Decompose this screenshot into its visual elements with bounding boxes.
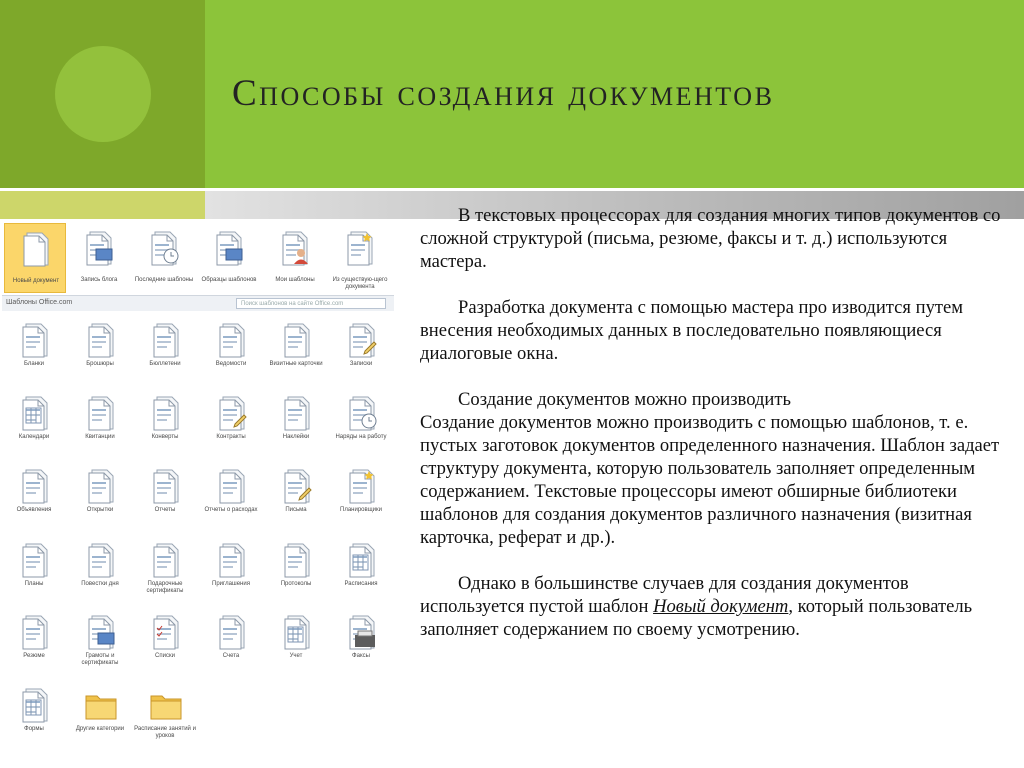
blank-document-icon xyxy=(19,230,53,268)
template-search-input[interactable]: Поиск шаблонов на сайте Office.com xyxy=(236,298,386,309)
template-category-label: Расписания xyxy=(344,581,378,587)
newsletters-icon xyxy=(149,321,183,359)
faxes-icon xyxy=(345,613,379,651)
agendas-icon xyxy=(84,541,118,579)
memos-icon xyxy=(345,321,379,359)
template-category-label: Открытки xyxy=(86,507,114,513)
section-label: Шаблоны Office.com xyxy=(6,299,73,306)
template-source-label: Образцы шаблонов xyxy=(201,277,257,283)
template-category-tile[interactable] xyxy=(264,390,328,462)
work-orders-icon xyxy=(345,394,379,432)
template-category-tile[interactable] xyxy=(199,390,263,462)
template-category-label: Отчеты xyxy=(154,507,176,513)
template-category-tile[interactable] xyxy=(329,463,393,535)
template-category-label: Подарочные сертификаты xyxy=(146,581,184,594)
template-category-tile[interactable] xyxy=(199,537,263,609)
template-category-label: Резюме xyxy=(23,653,45,659)
business-cards-icon xyxy=(280,321,314,359)
template-category-tile[interactable] xyxy=(2,317,66,389)
paragraph-templates-line1: Создание документов можно производить xyxy=(458,389,791,410)
blank-template-text: Однако в большинстве случаев для создания документов используется пустой шаблон xyxy=(420,573,909,617)
template-category-label: Учет xyxy=(289,653,303,659)
template-category-tile[interactable] xyxy=(68,390,132,462)
template-source-label: Последние шаблоны xyxy=(134,277,194,283)
template-category-label: Протоколы xyxy=(280,581,312,587)
template-category-label: Календари xyxy=(18,434,50,440)
envelopes-icon xyxy=(149,394,183,432)
template-category-tile[interactable] xyxy=(329,390,393,462)
form-grid-icon xyxy=(18,686,52,724)
plans-icon xyxy=(18,541,52,579)
template-category-label: Квитанции xyxy=(85,434,115,440)
template-category-tile[interactable] xyxy=(133,317,197,389)
template-category-tile[interactable] xyxy=(2,682,66,754)
template-category-tile[interactable] xyxy=(2,609,66,681)
certificates-icon xyxy=(84,613,118,651)
template-category-label: Конверты xyxy=(151,434,179,440)
template-category-tile[interactable] xyxy=(133,682,197,754)
template-category-label: Бюллетени xyxy=(149,361,181,367)
calendars-icon xyxy=(18,394,52,432)
template-category-label: Счета xyxy=(222,653,240,659)
decorative-circle xyxy=(55,46,151,142)
template-category-label: Записки xyxy=(349,361,373,367)
template-sources-row xyxy=(2,219,394,293)
template-category-tile[interactable] xyxy=(264,609,328,681)
template-category-label: Наклейки xyxy=(282,434,310,440)
template-category-label: Грамоты и сертификаты xyxy=(81,653,119,666)
labels-icon xyxy=(280,394,314,432)
template-category-label: Отчеты о расходах xyxy=(204,507,258,513)
template-source-tile[interactable] xyxy=(329,223,391,293)
subheader-accent xyxy=(0,191,205,219)
blank-template-text-end: , который пользователь заполняет содержанием по своему усмотрению. xyxy=(420,596,973,640)
schedules-icon xyxy=(345,541,379,579)
template-category-tile[interactable] xyxy=(329,317,393,389)
recent-templates-icon xyxy=(147,229,181,267)
my-templates-icon xyxy=(278,229,312,267)
template-category-tile[interactable] xyxy=(133,390,197,462)
reports-icon xyxy=(149,467,183,505)
template-category-tile[interactable] xyxy=(133,609,197,681)
expense-reports-icon xyxy=(215,467,249,505)
template-category-tile[interactable] xyxy=(2,537,66,609)
cards-icon xyxy=(84,467,118,505)
template-category-tile[interactable] xyxy=(68,682,132,754)
flyers-icon xyxy=(18,467,52,505)
folder-icon xyxy=(149,686,183,724)
template-source-label: Из существую-щего документа xyxy=(332,277,388,290)
invoices-icon xyxy=(215,613,249,651)
gift-certificates-icon xyxy=(149,541,183,579)
template-source-tile[interactable] xyxy=(264,223,326,293)
paragraph-templates xyxy=(420,388,1010,549)
sample-templates-icon xyxy=(212,229,246,267)
template-category-label: Планы xyxy=(24,581,44,587)
template-source-tile[interactable] xyxy=(68,223,130,293)
template-source-tile[interactable] xyxy=(133,223,195,293)
template-category-label: Расписание занятий и уроков xyxy=(134,726,196,739)
template-category-label: Контракты xyxy=(216,434,246,440)
template-category-tile[interactable] xyxy=(133,537,197,609)
template-category-label: Письма xyxy=(285,507,307,513)
forms-icon xyxy=(18,321,52,359)
brochures-icon xyxy=(84,321,118,359)
new-document-link[interactable]: Новый документ xyxy=(653,596,789,617)
template-category-label: Списки xyxy=(155,653,175,659)
template-category-tile[interactable] xyxy=(68,537,132,609)
template-category-tile[interactable] xyxy=(2,390,66,462)
paragraph-wizards: В текстовых процессорах для создания многих типов документов со сложной структурой (письма, резюме, факсы и т. д.) используются мастера. xyxy=(420,205,1001,272)
template-category-tile[interactable] xyxy=(68,317,132,389)
template-category-tile[interactable] xyxy=(199,463,263,535)
template-category-tile[interactable] xyxy=(2,463,66,535)
slide-title: Способы создания документов xyxy=(232,73,775,114)
minutes-icon xyxy=(280,541,314,579)
paragraph-wizard-process: Разработка документа с помощью мастера про изводится путем внесения необходимых данных в последовательно появляющиеся диалоговые окна. xyxy=(420,297,964,364)
template-category-label: Брошюры xyxy=(86,361,114,367)
template-category-label: Визитные карточки xyxy=(269,361,323,367)
receipts-icon xyxy=(84,394,118,432)
template-category-label: Другие категории xyxy=(75,726,125,732)
template-category-label: Бланки xyxy=(24,361,44,367)
template-category-tile[interactable] xyxy=(199,317,263,389)
template-category-label: Приглашения xyxy=(212,581,250,587)
blog-post-icon xyxy=(82,229,116,267)
template-category-label: Объявления xyxy=(16,507,52,513)
template-category-label: Наряды на работу xyxy=(335,434,387,440)
template-source-label: Запись блога xyxy=(80,277,118,283)
template-source-label: Новый документ xyxy=(12,278,60,284)
letters-icon xyxy=(280,467,314,505)
template-source-tile[interactable] xyxy=(198,223,260,293)
slide-body xyxy=(420,204,1010,641)
resumes-icon xyxy=(18,613,52,651)
template-source-label: Мои шаблоны xyxy=(275,277,315,283)
inventories-icon xyxy=(280,613,314,651)
template-category-tile[interactable] xyxy=(329,537,393,609)
template-category-tile[interactable] xyxy=(264,317,328,389)
template-category-tile[interactable] xyxy=(329,609,393,681)
folder-icon xyxy=(84,686,118,724)
template-category-tile[interactable] xyxy=(264,463,328,535)
contracts-icon xyxy=(215,394,249,432)
template-category-label: Ведомости xyxy=(215,361,247,367)
template-category-tile[interactable] xyxy=(68,463,132,535)
statements-icon xyxy=(215,321,249,359)
template-category-tile[interactable] xyxy=(264,537,328,609)
template-category-tile[interactable] xyxy=(133,463,197,535)
planners-icon xyxy=(345,467,379,505)
from-existing-icon xyxy=(343,229,377,267)
templates-screenshot xyxy=(2,219,394,765)
paragraph-blank-template xyxy=(420,572,1010,641)
template-source-tile[interactable] xyxy=(4,223,66,293)
lists-icon xyxy=(149,613,183,651)
template-category-label: Повестки дня xyxy=(81,581,119,587)
template-category-label: Формы xyxy=(24,726,44,732)
office-templates-bar xyxy=(2,295,394,311)
template-category-tile[interactable] xyxy=(199,609,263,681)
template-category-tile[interactable] xyxy=(68,609,132,681)
paragraph-templates-rest: Создание документов можно производить с помощью шаблонов, т. е. пустых заготовок документов определенного назначения. Шаблон задает структуру документа, которую пользователь заполняет определенным содержанием. Текстовые процессоры имеют обширные библиотеки шаблонов для создания документов различного назначения (визитная карточка, реферат и др.). xyxy=(420,412,1000,548)
template-category-label: Планировщики xyxy=(340,507,382,513)
template-category-label: Факсы xyxy=(352,653,370,659)
invitations-icon xyxy=(215,541,249,579)
